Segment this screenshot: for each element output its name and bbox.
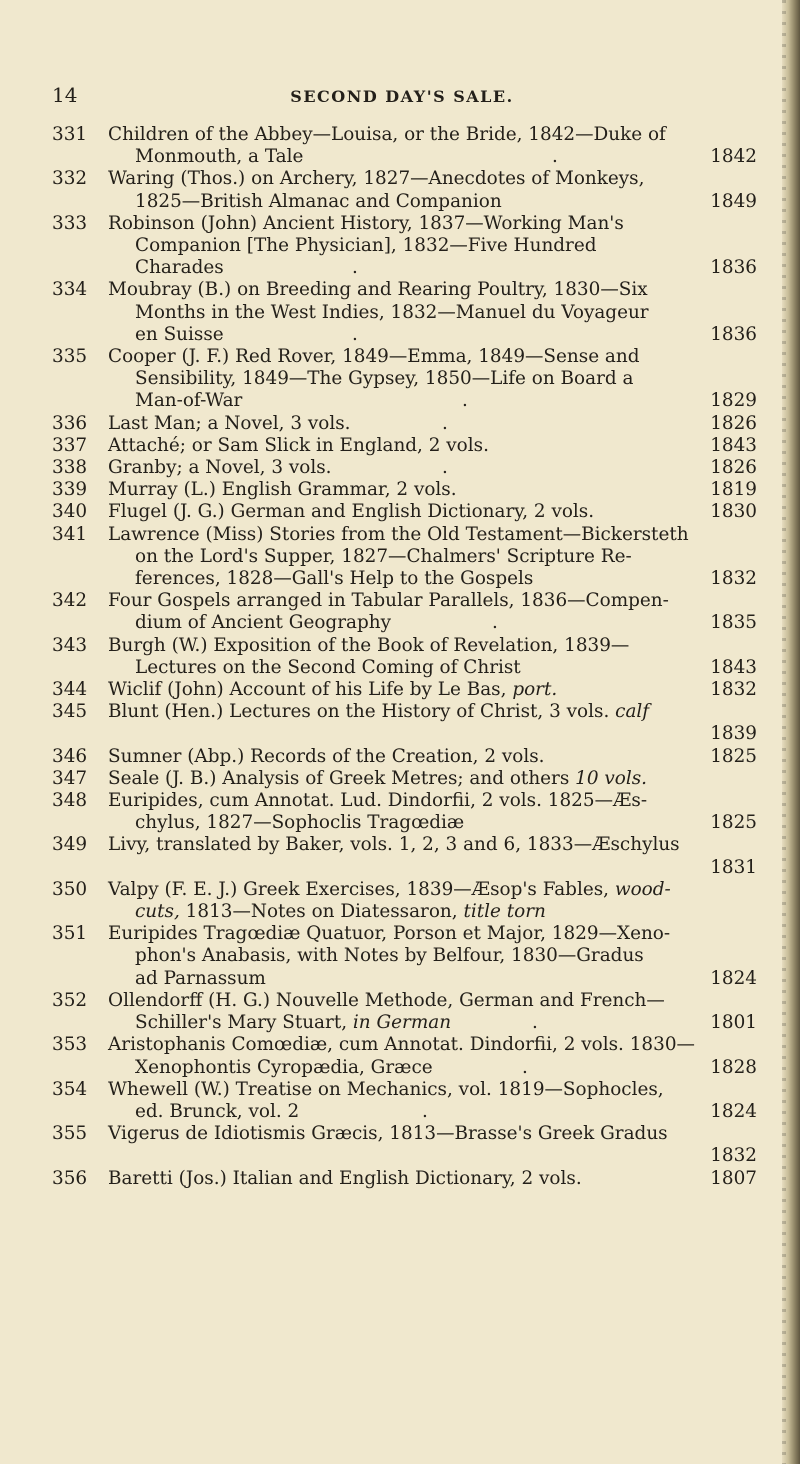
entry-line <box>108 501 757 523</box>
entry-year: 1826 <box>710 457 757 479</box>
entry-line <box>108 1101 757 1123</box>
catalogue-entry <box>52 413 757 435</box>
entry-year: 1835 <box>710 612 757 634</box>
entry-line <box>108 124 757 146</box>
lot-number: 334 <box>52 279 88 301</box>
entry-text: Granby; a Novel, 3 vols. <box>108 457 332 479</box>
entry-line <box>108 457 757 479</box>
entry-line <box>108 213 757 235</box>
leader-dot: . <box>352 323 358 345</box>
entry-text: Wiclif (John) Account of his Life by Le Bas, port. <box>108 679 558 701</box>
entry-text: Livy, translated by Baker, vols. 1, 2, 3 and 6, 1833—Æschylus <box>108 834 680 856</box>
entry-line <box>108 479 757 501</box>
entry-year: 1831 <box>710 856 757 878</box>
entry-line <box>108 657 757 679</box>
lot-number: 347 <box>52 767 88 789</box>
entry-line <box>108 1012 757 1034</box>
lot-number: 351 <box>52 923 88 945</box>
leader-dot: . <box>442 457 448 479</box>
entry-line <box>108 990 757 1012</box>
entry-year: 1830 <box>710 501 757 523</box>
entry-text: Sensibility, 1849—The Gypsey, 1850—Life on Board a <box>135 368 634 390</box>
lot-number: 353 <box>52 1034 88 1056</box>
lot-number: 335 <box>52 346 88 368</box>
entry-year: 1849 <box>710 190 757 212</box>
entry-text: Cooper (J. F.) Red Rover, 1849—Emma, 1849—Sense and <box>108 346 640 368</box>
lot-number: 348 <box>52 790 88 812</box>
lot-number: 343 <box>52 634 88 656</box>
entry-line <box>108 635 757 657</box>
entry-line <box>108 279 757 301</box>
lot-number: 349 <box>52 834 88 856</box>
entry-text: Euripides Tragœdiæ Quatuor, Porson et Major, 1829—Xeno- <box>108 923 671 945</box>
catalogue-entry <box>52 457 757 479</box>
catalogue-entry <box>52 834 757 878</box>
entry-text: Children of the Abbey—Louisa, or the Bride, 1842—Duke of <box>108 124 666 145</box>
leader-dot: . <box>442 412 448 434</box>
leader-dot: . <box>422 1100 428 1122</box>
lot-number: 352 <box>52 989 88 1011</box>
entry-line <box>108 590 757 612</box>
entry-line <box>108 390 757 412</box>
catalogue-entry <box>52 923 757 990</box>
lot-number: 355 <box>52 1123 88 1145</box>
entry-year: 1828 <box>710 1056 757 1078</box>
entry-text: Flugel (J. G.) German and English Dictionary, 2 vols. <box>108 501 595 523</box>
lot-number: 341 <box>52 523 88 545</box>
entry-year: 1843 <box>710 656 757 678</box>
sale-catalogue-entries <box>52 124 757 1190</box>
entry-line <box>108 235 757 257</box>
entry-year: 1836 <box>710 323 757 345</box>
entry-text: Ollendorff (H. G.) Nouvelle Methode, German and French— <box>108 989 665 1011</box>
lot-number: 342 <box>52 590 88 612</box>
catalogue-entry <box>52 213 757 280</box>
entry-text: Waring (Thos.) on Archery, 1827—Anecdotes of Monkeys, <box>108 168 645 190</box>
catalogue-entry <box>52 435 757 457</box>
catalogue-entry <box>52 746 757 768</box>
lot-number: 337 <box>52 434 88 456</box>
lot-number: 354 <box>52 1078 88 1100</box>
catalogue-entry <box>52 679 757 701</box>
entry-text: Four Gospels arranged in Tabular Parallels, 1836—Compen- <box>108 590 669 612</box>
catalogue-entry <box>52 279 757 346</box>
entry-text: Blunt (Hen.) Lectures on the History of Christ, 3 vols. calf <box>108 701 650 723</box>
entry-text: Companion [The Physician], 1832—Five Hundred <box>135 235 597 257</box>
catalogue-entry <box>52 124 757 168</box>
catalogue-entry <box>52 346 757 413</box>
leader-dot: . <box>462 390 468 412</box>
catalogue-entry <box>52 1034 757 1078</box>
page-header <box>52 83 752 113</box>
entry-text: Sumner (Abp.) Records of the Creation, 2 vols. <box>108 745 545 767</box>
entry-year: 1819 <box>710 479 757 501</box>
entry-text: Baretti (Jos.) Italian and English Dictionary, 2 vols. <box>108 1167 582 1189</box>
lot-number: 350 <box>52 878 88 900</box>
entry-line <box>108 968 757 990</box>
entry-line <box>108 302 757 324</box>
entry-line <box>108 257 757 279</box>
entry-line <box>108 834 757 856</box>
entry-text: Robinson (John) Ancient History, 1837—Working Man's <box>108 212 624 234</box>
entry-year: 1807 <box>710 1167 757 1189</box>
entry-text: Euripides, cum Annotat. Lud. Dindorfii, 2 vols. 1825—Æs- <box>108 790 648 812</box>
leader-dot: . <box>522 1056 528 1078</box>
entry-text: Moubray (B.) on Breeding and Rearing Poultry, 1830—Six <box>108 279 648 301</box>
entry-line <box>108 1079 757 1101</box>
catalogue-entry <box>52 1123 757 1167</box>
entry-text: Schiller's Mary Stuart, in German <box>135 1012 452 1034</box>
entry-text: Whewell (W.) Treatise on Mechanics, vol. 1819—Sophocles, <box>108 1078 664 1100</box>
lot-number: 345 <box>52 701 88 723</box>
entry-year: 1825 <box>710 745 757 767</box>
entry-line <box>108 923 757 945</box>
entry-text: ed. Brunck, vol. 2 <box>135 1100 300 1122</box>
entry-year: 1826 <box>710 412 757 434</box>
entry-text: Lawrence (Miss) Stories from the Old Testament—Bickersteth <box>108 523 689 545</box>
entry-line <box>108 346 757 368</box>
entry-text: Charades <box>135 257 224 279</box>
page-binding-edge <box>782 0 800 1464</box>
entry-line <box>108 1123 757 1145</box>
entry-line <box>108 324 757 346</box>
lot-number: 346 <box>52 745 88 767</box>
entry-line <box>108 191 757 213</box>
entry-line <box>108 723 757 745</box>
entry-line <box>108 901 757 923</box>
lot-number: 338 <box>52 457 88 479</box>
entry-text: en Suisse <box>135 323 224 345</box>
catalogue-entry <box>52 1168 757 1190</box>
entry-year: 1836 <box>710 257 757 279</box>
entry-line <box>108 413 757 435</box>
leader-dot: . <box>532 1012 538 1034</box>
catalogue-entry <box>52 168 757 212</box>
catalogue-entry <box>52 1079 757 1123</box>
lot-number: 344 <box>52 679 88 701</box>
leader-dot: . <box>492 612 498 634</box>
entry-text: ad Parnassum <box>135 967 266 989</box>
entry-text: Lectures on the Second Coming of Christ <box>135 656 521 678</box>
entry-text: Seale (J. B.) Analysis of Greek Metres; and others 10 vols. <box>108 767 648 789</box>
lot-number: 356 <box>52 1167 88 1189</box>
lot-number: 340 <box>52 501 88 523</box>
entry-line <box>108 879 757 901</box>
entry-text: Attaché; or Sam Slick in England, 2 vols. <box>108 434 489 456</box>
entry-text: Last Man; a Novel, 3 vols. <box>108 412 351 434</box>
entry-text: Months in the West Indies, 1832—Manuel du Voyageur <box>135 301 649 323</box>
entry-line <box>108 612 757 634</box>
entry-line <box>108 812 757 834</box>
entry-line <box>108 768 757 790</box>
catalogue-entry <box>52 768 757 790</box>
entry-line <box>108 790 757 812</box>
entry-line <box>108 1034 757 1056</box>
entry-text: Vigerus de Idiotismis Græcis, 1813—Brasse's Greek Gradus <box>108 1123 668 1145</box>
running-head: SECOND DAY'S SALE. <box>290 87 514 106</box>
catalogue-entry <box>52 501 757 523</box>
entry-line <box>108 857 757 879</box>
entry-text: Man-of-War <box>135 390 243 412</box>
catalogue-entry <box>52 479 757 501</box>
entry-year: 1832 <box>710 1145 757 1167</box>
entry-line <box>108 679 757 701</box>
entry-line <box>108 746 757 768</box>
catalogue-entry <box>52 701 757 745</box>
entry-year: 1843 <box>710 434 757 456</box>
leader-dot: . <box>552 146 558 168</box>
entry-year: 1842 <box>710 146 757 168</box>
entry-year: 1825 <box>710 812 757 834</box>
entry-text: cuts, 1813—Notes on Diatessaron, title torn <box>135 901 546 923</box>
entry-text: phon's Anabasis, with Notes by Belfour, 1830—Gradus <box>135 945 644 967</box>
lot-number: 339 <box>52 479 88 501</box>
catalogue-entry <box>52 590 757 634</box>
page-number: 14 <box>52 83 78 107</box>
catalogue-entry <box>52 635 757 679</box>
entry-line <box>108 546 757 568</box>
entry-text: on the Lord's Supper, 1827—Chalmers' Scripture Re- <box>135 545 632 567</box>
entry-year: 1829 <box>710 390 757 412</box>
entry-line <box>108 568 757 590</box>
entry-line <box>108 524 757 546</box>
entry-line <box>108 1168 757 1190</box>
entry-line <box>108 945 757 967</box>
catalogue-entry <box>52 524 757 591</box>
catalogue-entry <box>52 990 757 1034</box>
entry-line <box>108 701 757 723</box>
catalogue-entry <box>52 879 757 923</box>
entry-text: Xenophontis Cyropædia, Græce <box>135 1056 433 1078</box>
entry-line <box>108 435 757 457</box>
entry-text: Aristophanis Comœdiæ, cum Annotat. Dindorfii, 2 vols. 1830— <box>108 1034 695 1056</box>
entry-year: 1832 <box>710 568 757 590</box>
lot-number: 336 <box>52 412 88 434</box>
catalogue-entry <box>52 790 757 834</box>
entry-line <box>108 1057 757 1079</box>
entry-text: Valpy (F. E. J.) Greek Exercises, 1839—Æsop's Fables, wood- <box>108 878 671 900</box>
entry-line <box>108 368 757 390</box>
entry-year: 1801 <box>710 1012 757 1034</box>
entry-year: 1832 <box>710 679 757 701</box>
entry-line <box>108 146 757 168</box>
lot-number: 333 <box>52 212 88 234</box>
entry-text: 1825—British Almanac and Companion <box>135 190 502 212</box>
entry-line <box>108 168 757 190</box>
entry-text: Murray (L.) English Grammar, 2 vols. <box>108 479 457 501</box>
lot-number: 331 <box>52 124 88 145</box>
entry-text: Monmouth, a Tale <box>135 146 304 168</box>
lot-number: 332 <box>52 168 88 190</box>
leader-dot: . <box>352 257 358 279</box>
entry-year: 1824 <box>710 1100 757 1122</box>
entry-line <box>108 1145 757 1167</box>
entry-text: ferences, 1828—Gall's Help to the Gospels <box>135 568 534 590</box>
entry-text: Burgh (W.) Exposition of the Book of Revelation, 1839— <box>108 634 630 656</box>
entry-year: 1839 <box>710 723 757 745</box>
entry-text: dium of Ancient Geography <box>135 612 391 634</box>
entry-year: 1824 <box>710 967 757 989</box>
entry-text: chylus, 1827—Sophoclis Tragœdiæ <box>135 812 465 834</box>
